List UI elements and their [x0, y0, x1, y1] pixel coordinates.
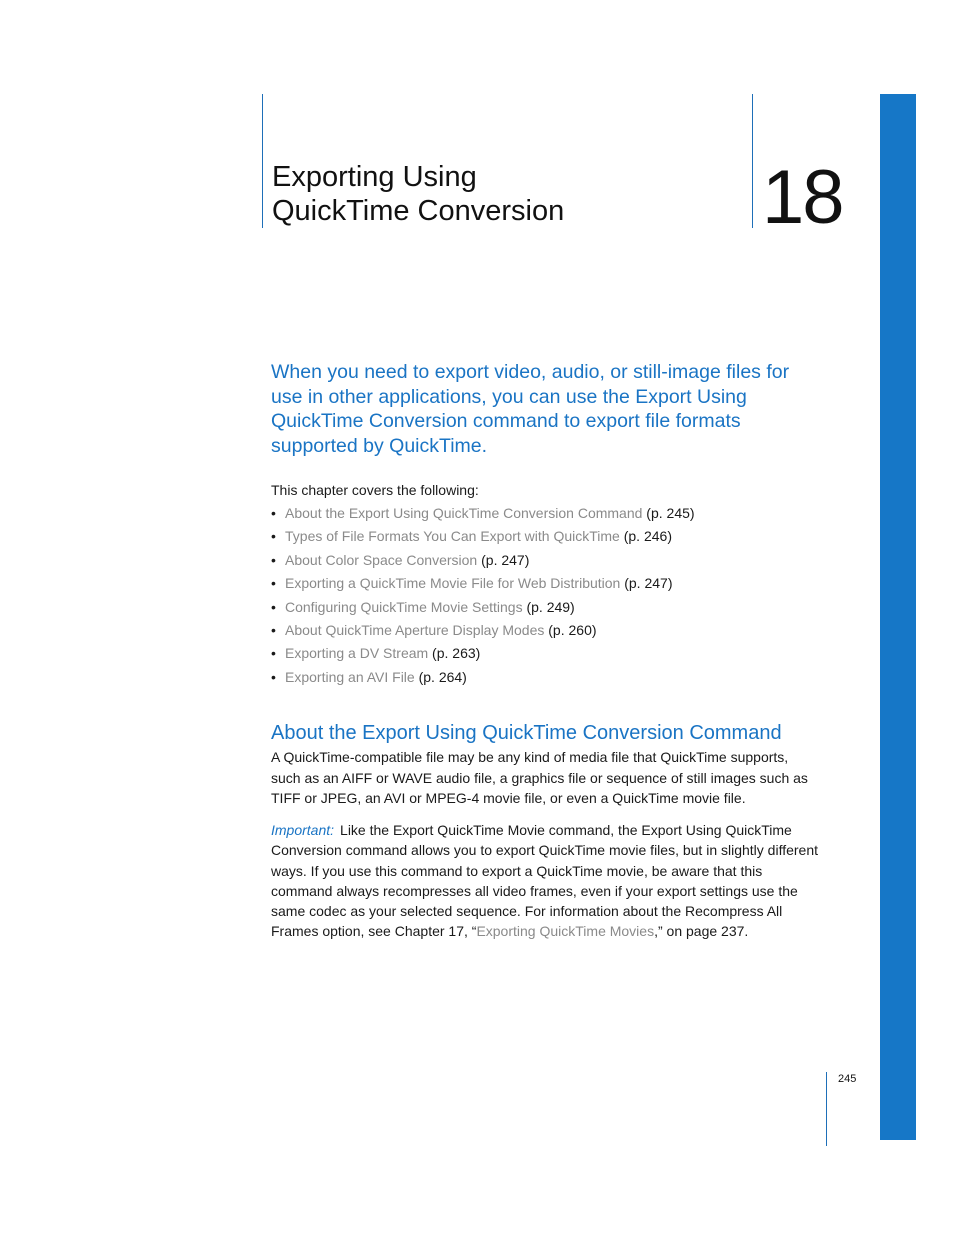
chapter-tab-bar	[880, 94, 916, 1140]
toc-link[interactable]: About QuickTime Aperture Display Modes	[285, 621, 545, 638]
toc-link[interactable]: Configuring QuickTime Movie Settings	[285, 598, 523, 615]
covers-label: This chapter covers the following:	[271, 482, 479, 498]
toc-item	[271, 503, 695, 526]
toc-page-ref: (p. 263)	[428, 645, 481, 662]
toc-link[interactable]: Types of File Formats You Can Export with QuickTime	[285, 528, 620, 545]
toc-page-ref: (p. 247)	[477, 551, 530, 568]
bullet: •	[271, 645, 276, 662]
page-number: 245	[838, 1073, 857, 1085]
chapter-title-line-1: Exporting Using	[272, 161, 477, 193]
chapter-title-line-2: QuickTime Conversion	[272, 195, 565, 227]
bullet: •	[271, 505, 276, 521]
important-label: Important:	[271, 822, 335, 838]
page-number-rule	[826, 1072, 827, 1146]
toc-item	[271, 550, 695, 573]
important-text-end: ,” on page 237.	[654, 923, 749, 940]
chapter-toc	[271, 503, 695, 690]
toc-link[interactable]: Exporting a QuickTime Movie File for Web Distribution	[285, 575, 621, 592]
bullet: •	[271, 551, 276, 568]
title-rule-left	[262, 94, 263, 228]
toc-page-ref: (p. 245)	[642, 505, 695, 521]
bullet: •	[271, 528, 276, 545]
toc-item	[271, 620, 695, 643]
bullet: •	[271, 621, 276, 638]
toc-link[interactable]: Exporting an AVI File	[285, 668, 415, 685]
important-note	[271, 820, 819, 942]
toc-item	[271, 597, 695, 620]
toc-item	[271, 573, 695, 596]
toc-page-ref: (p. 249)	[522, 598, 575, 615]
toc-page-ref: (p. 260)	[544, 621, 597, 638]
bullet: •	[271, 598, 276, 615]
chapter-intro: When you need to export video, audio, or still-image files for use in other applications, you can use the Export Using QuickTime Conversion command to export file formats supported by QuickTime.	[271, 361, 790, 458]
toc-item	[271, 643, 695, 666]
chapter-title	[272, 160, 564, 228]
toc-item	[271, 667, 695, 690]
toc-link[interactable]: About the Export Using QuickTime Conversion Command	[285, 505, 643, 521]
toc-link[interactable]: About Color Space Conversion	[285, 551, 478, 568]
toc-item	[271, 526, 695, 549]
bullet: •	[271, 575, 276, 592]
toc-link[interactable]: Exporting a DV Stream	[285, 645, 429, 662]
bullet: •	[271, 668, 276, 685]
chapter-number: 18	[762, 155, 843, 240]
section-heading: About the Export Using QuickTime Conversion Command	[271, 722, 782, 744]
toc-page-ref: (p. 246)	[619, 528, 672, 545]
toc-page-ref: (p. 247)	[620, 575, 673, 592]
cross-reference-link[interactable]: Exporting QuickTime Movies	[476, 923, 655, 940]
toc-page-ref: (p. 264)	[414, 668, 467, 685]
important-text: Like the Export QuickTime Movie command, the Export Using QuickTime Conversion command allows you to export QuickTime movie files, but in slightly different ways. If you use this command to export a QuickTime movie, be aware that this command always recompresses all video frames, even if your export settings use the same codec as your selected sequence. For information about the Recompress All Frames option, see Chapter 17, “	[271, 822, 819, 940]
section-body-paragraph: A QuickTime-compatible file may be any kind of media file that QuickTime supports, such as an AIFF or WAVE audio file, a graphics file or sequence of still images such as TIFF or JPEG, an AVI or MPEG-4 movie file, or even a QuickTime movie file.	[271, 749, 808, 806]
title-rule-right	[752, 94, 753, 228]
